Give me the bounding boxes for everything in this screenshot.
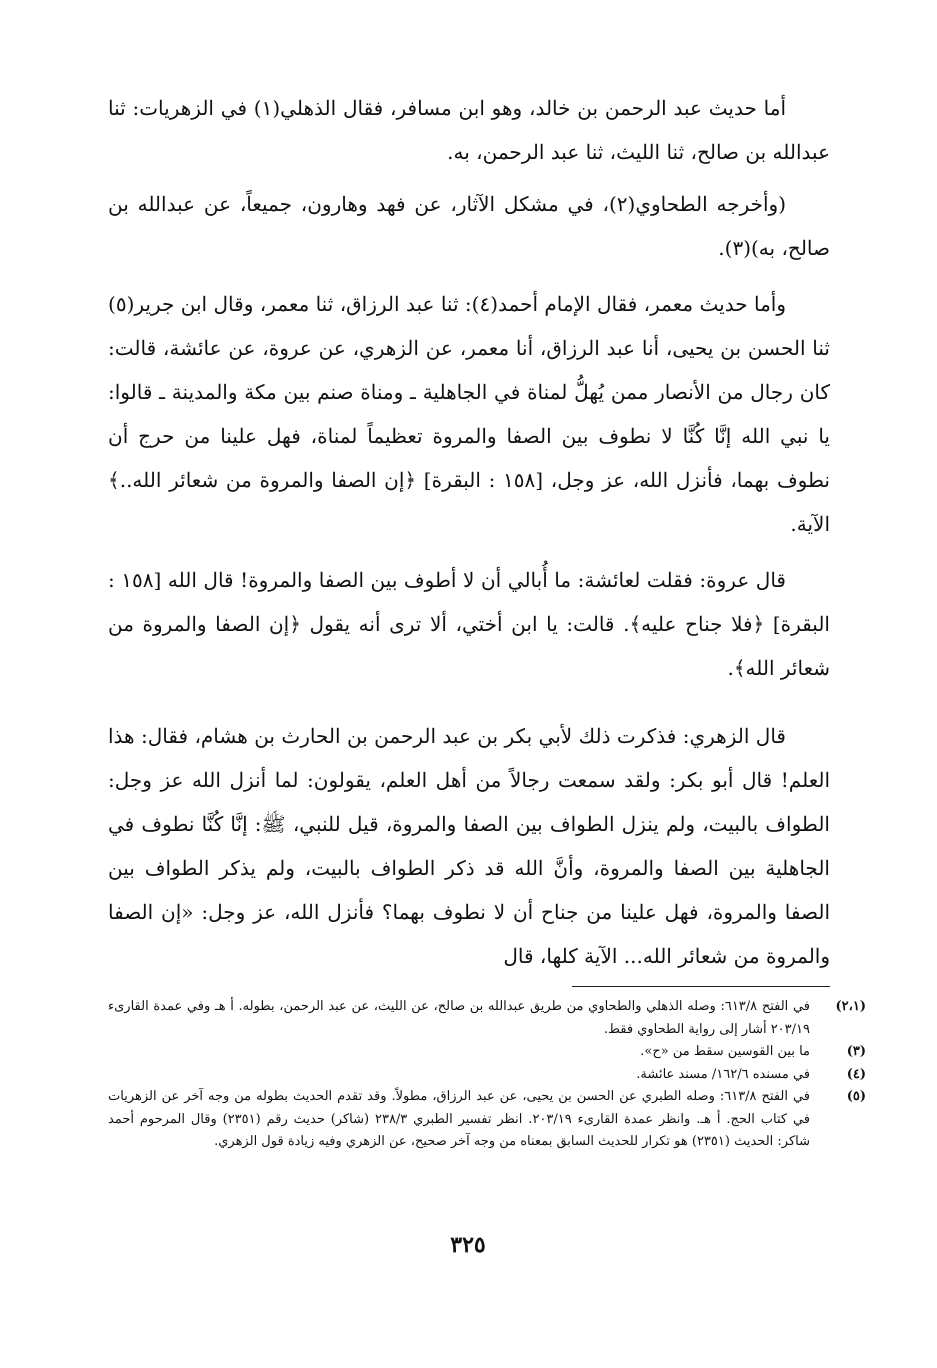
paragraph-4: قال عروة: فقلت لعائشة: ما أُبالي أن لا أطوف بين الصفا والمروة! قال الله [١٥٨ : البقرة] ﴿فلا جناح عليه﴾. قالت: يا ابن أختي، ألا ترى أنه يقول ﴿إن الصفا والمروة من شعائر الله﴾. — [108, 568, 830, 680]
footnote-text: في مسنده ١٦٢/٦/ مسند عائشة. — [636, 1066, 810, 1082]
paragraph-3: وأما حديث معمر، فقال الإمام أحمد(٤): ثنا عبد الرزاق، ثنا معمر، وقال ابن جرير(٥) ثنا الحسن بن يحيى، أنا عبد الرزاق، أنا معمر، عن الزهري، عن عروة، عن عائشة، قالت: كان رجال من الأنصار ممن يُهلُّ لمناة في الجاهلية ـ ومناة صنم بين مكة والمدينة ـ قالوا: يا نبي الله إنَّا كُنَّا لا نطوف بين الصفا والمروة تعظيماً لمناة، فهل علينا من حرج أن نطوف بهما، فأنزل الله، عز وجل، [١٥٨ : البقرة] ﴿إن الصفا والمروة من شعائر الله..﴾الآية. — [108, 292, 830, 536]
footnote-divider — [572, 986, 830, 987]
footnote — [108, 1041, 866, 1064]
footnote-number: (٤) — [846, 1066, 866, 1082]
footnote — [108, 1064, 866, 1087]
footnote-number: (٢،١) — [835, 999, 866, 1014]
footnote-text: ما بين القوسين سقط من «ح». — [640, 1044, 810, 1059]
footnote-text: في الفتح ٦١٣/٨: وصله الطبري عن الحسن بن يحيى، عن عبد الرزاق، مطولاً. وقد تقدم الحديث بطوله من وجه آخر عن الزهريات في كتاب الحج. أ هـ. وانظر عمدة القارىء ٢٠٣/١٩. انظر تفسير الطبري ٢٣٨/٣ (شاكر) حديث رقم (٢٣٥١) وقال المرحوم أحمد شاكر: الحديث (٢٣٥١) هو تكرار للحديث السابق بمعناه من وجه آخر صحيح، عن الزهري وفيه زيادة قول الزهري. — [108, 1089, 811, 1149]
footnote-text: في الفتح ٦١٣/٨: وصله الذهلي والطحاوي من طريق عبدالله بن صالح، عن الليث، عن عبد الرحمن، بطوله. أ هـ وفي عمدة القارىء ٢٠٣/١٩ أشار إلى رواية الطحاوي فقط. — [108, 999, 811, 1037]
footnote — [108, 1086, 866, 1154]
footnote-number: (٣) — [846, 1044, 866, 1059]
footnote-number: (٥) — [846, 1089, 866, 1104]
footnote — [108, 996, 866, 1041]
page-number: ٣٢٥ — [450, 1232, 486, 1258]
paragraph-5: قال الزهري: فذكرت ذلك لأبي بكر بن عبد الرحمن بن الحارث بن هشام، فقال: هذا العلم! قال أبو بكر: ولقد سمعت رجالاً من أهل العلم، يقولون: لما أنزل الله عز وجل: الطواف بالبيت، ولم ينزل الطواف بين الصفا والمروة، قيل للنبي، ﷺ: إنَّا كُنَّا نطوف في الجاهلية بين الصفا والمروة، وأنَّ الله قد ذكر الطواف بالبيت، ولم يذكر الطواف بين الصفا والمروة، فهل علينا من جناح أن لا نطوف بهما؟ فأنزل الله، عز وجل: «إن الصفا والمروة من شعائر الله... الآية كلها، قال — [108, 724, 830, 968]
main-text — [108, 86, 830, 978]
paragraph-2: (وأخرجه الطحاوي(٢)، في مشكل الآثار، عن فهد وهارون، جميعاً، عن عبدالله بن صالح، به)(٣). — [108, 192, 830, 260]
paragraph-1: أما حديث عبد الرحمن بن خالد، وهو ابن مسافر، فقال الذهلي(١) في الزهريات: ثنا عبدالله بن صالح، ثنا الليث، ثنا عبد الرحمن، به. — [108, 96, 830, 164]
footnotes — [108, 996, 866, 1154]
